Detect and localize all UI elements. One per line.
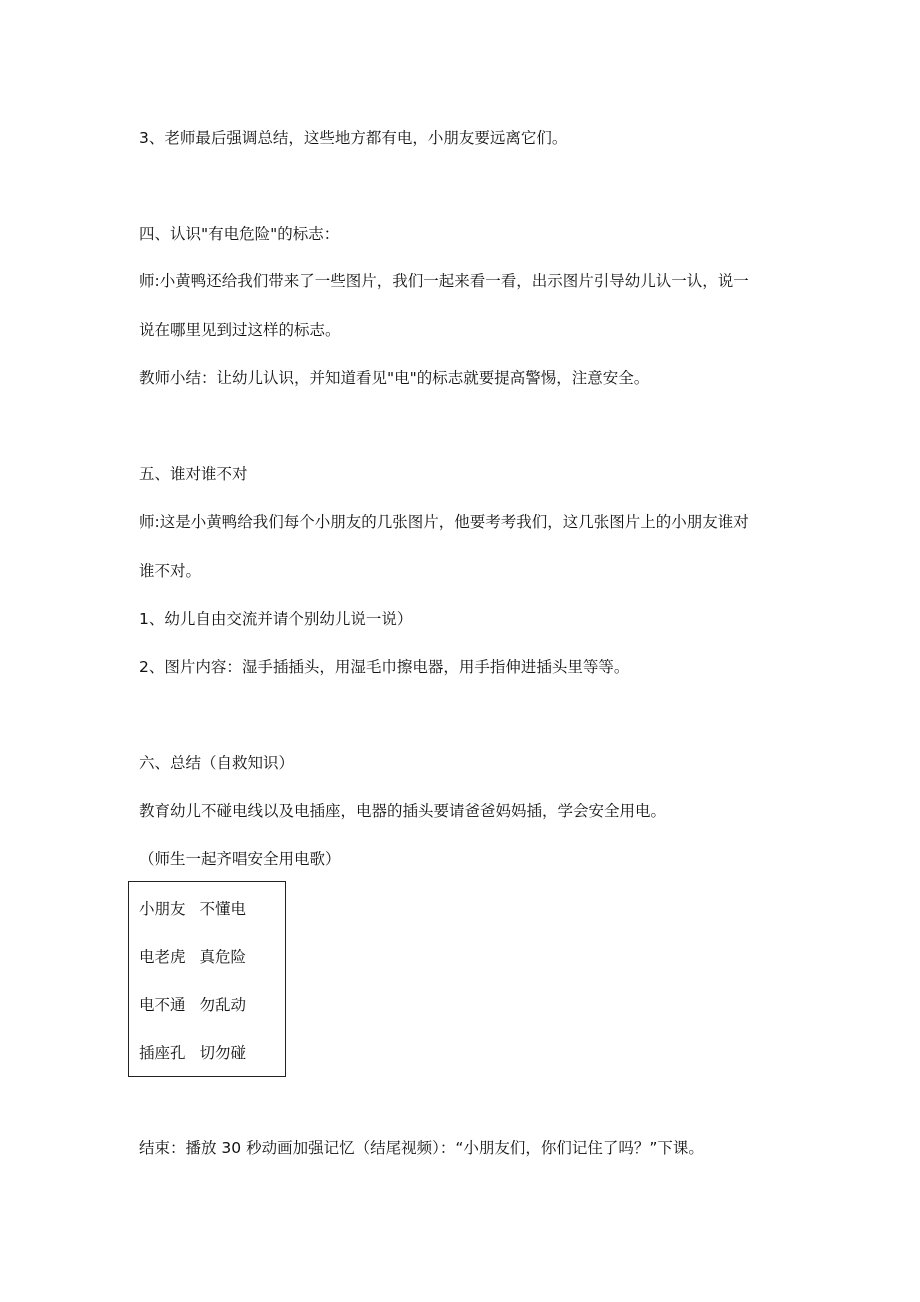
lyric-part: 切勿碰	[199, 1044, 247, 1062]
paragraph-line: 谁不对。	[139, 562, 202, 580]
lyric-line	[139, 1043, 246, 1063]
paragraph-line: 师:小黄鸭还给我们带来了一些图片，我们一起来看一看，出示图片引导幼儿认一认，说一	[139, 272, 749, 290]
paragraph-teacher-summary: 3、老师最后强调总结，这些地方都有电，小朋友要远离它们。	[139, 129, 568, 147]
lyric-line	[139, 947, 246, 967]
lyric-part: 勿乱动	[199, 996, 247, 1014]
lyric-part: 不懂电	[199, 900, 247, 918]
section-heading-6: 六、总结（自救知识）	[139, 754, 295, 772]
section-heading-5: 五、谁对谁不对	[139, 465, 248, 483]
lyric-part: 小朋友	[139, 900, 186, 918]
paragraph-line: 师:这是小黄鸭给我们每个小朋友的几张图片，他要考考我们，这几张图片上的小朋友谁对	[139, 513, 749, 531]
paragraph-line: 教育幼儿不碰电线以及电插座，电器的插头要请爸爸妈妈插，学会安全用电。	[139, 802, 667, 820]
lyric-part: 插座孔	[139, 1044, 186, 1062]
lyric-line	[139, 995, 246, 1015]
list-item: 1、幼儿自由交流并请个别幼儿说一说）	[139, 610, 413, 628]
ending-paragraph: 结束：播放 30 秒动画加强记忆（结尾视频）：“小朋友们，你们记住了吗？”下课。	[139, 1139, 704, 1157]
lyric-line	[139, 899, 246, 919]
lyric-part: 电不通	[139, 996, 186, 1014]
section-heading-4: 四、认识"有电危险"的标志：	[139, 225, 340, 243]
paragraph-line: 说在哪里见到过这样的标志。	[139, 321, 341, 339]
list-item: 2、图片内容：湿手插插头，用湿毛巾擦电器，用手指伸进插头里等等。	[139, 658, 630, 676]
lyric-part: 真危险	[199, 948, 247, 966]
paragraph-line: （师生一起齐唱安全用电歌）	[139, 850, 341, 868]
lyric-part: 电老虎	[139, 948, 186, 966]
song-lyrics-box	[128, 881, 286, 1077]
paragraph-teacher-conclusion: 教师小结：让幼儿认识，并知道看见"电"的标志就要提高警惕，注意安全。	[139, 369, 650, 387]
